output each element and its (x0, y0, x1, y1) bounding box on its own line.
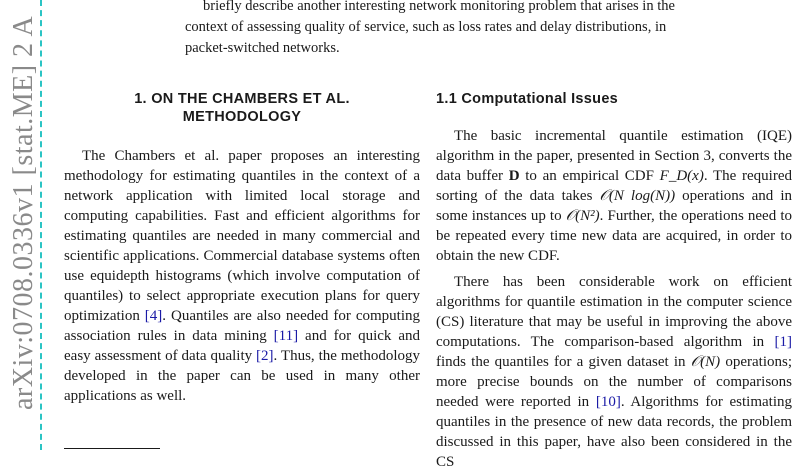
arxiv-stamp (0, 0, 46, 450)
body-text: The Chambers et al. paper proposes an interesting methodology for estimating quantiles in the context of a network application with limited local storage and computing capabilities. Fast and efficient algorithms for estimating quantiles are needed in many commercial and scientific applications. Commercial database systems often use equidepth histograms (which involve computation of quantiles) to select appropriate execution plans for query optimization (64, 148, 420, 324)
body-text: to an empirical CDF (519, 168, 660, 184)
body-text: operations; more precise bounds on the number of comparisons needed were reported in (436, 354, 792, 410)
body-text: . Algorithms for estimating quantiles in the presence of new data records, the problem discussed in this paper, have also been considered in the CS (436, 394, 792, 470)
arxiv-dashed-rule (40, 0, 42, 450)
body-text: and for quick and easy assessment of data quality (64, 328, 420, 364)
citation-link[interactable]: [11] (273, 328, 299, 344)
body-text: The basic incremental quantile estimation (IQE) algorithm in the paper, presented in Section 3, converts the data buffer (436, 128, 792, 184)
body-text: . Quantiles are also needed for computing association rules in data mining (64, 308, 420, 344)
body-text: . Thus, the methodology developed in the paper can be used in many other applications as well. (64, 348, 420, 404)
footnote-rule (64, 448, 160, 449)
subsection-paragraph-1 (436, 126, 792, 266)
math-complexity: 𝒪(N log(N)) (599, 188, 676, 204)
section-paragraph (64, 146, 420, 406)
citation-link[interactable]: [1] (774, 334, 792, 350)
body-text: . The required sorting of the data takes (436, 168, 792, 204)
section-heading: 1. ON THE CHAMBERS ET AL. METHODOLOGY (134, 91, 350, 125)
arxiv-identifier: arXiv:0708.0336v1 [stat.ME] 2 A (8, 15, 39, 410)
intro-paragraph: briefly describe another interesting network monitoring problem that arises in the context of assessing quality of service, such as loss rates and delay distributions, in packet-switched networks. (185, 0, 675, 56)
body-text: operations and in some instances up to (436, 188, 792, 224)
right-column (436, 90, 792, 472)
citation-link[interactable]: [2] (256, 348, 274, 364)
subsection-paragraph-2 (436, 272, 792, 472)
math-complexity: 𝒪(N²) (565, 208, 600, 224)
body-text: There has been considerable work on efficient algorithms for quantile estimation in the computer science (CS) literature that may be useful in improving the above computations. The comparison-based algorithm in (436, 274, 792, 350)
math-buffer: D (508, 168, 520, 184)
subsection-heading: 1.1 Computational Issues (436, 91, 619, 107)
citation-link[interactable]: [4] (144, 308, 163, 324)
body-text: . Further, the operations need to be repeated every time new data are acquired, in order to obtain the new CDF. (436, 208, 792, 264)
body-text: finds the quantiles for a given dataset in (436, 354, 691, 370)
math-cdf: F_D(x) (659, 168, 704, 184)
math-complexity: 𝒪(N) (690, 354, 721, 370)
citation-link[interactable]: [10] (595, 394, 621, 410)
left-column (64, 90, 420, 406)
